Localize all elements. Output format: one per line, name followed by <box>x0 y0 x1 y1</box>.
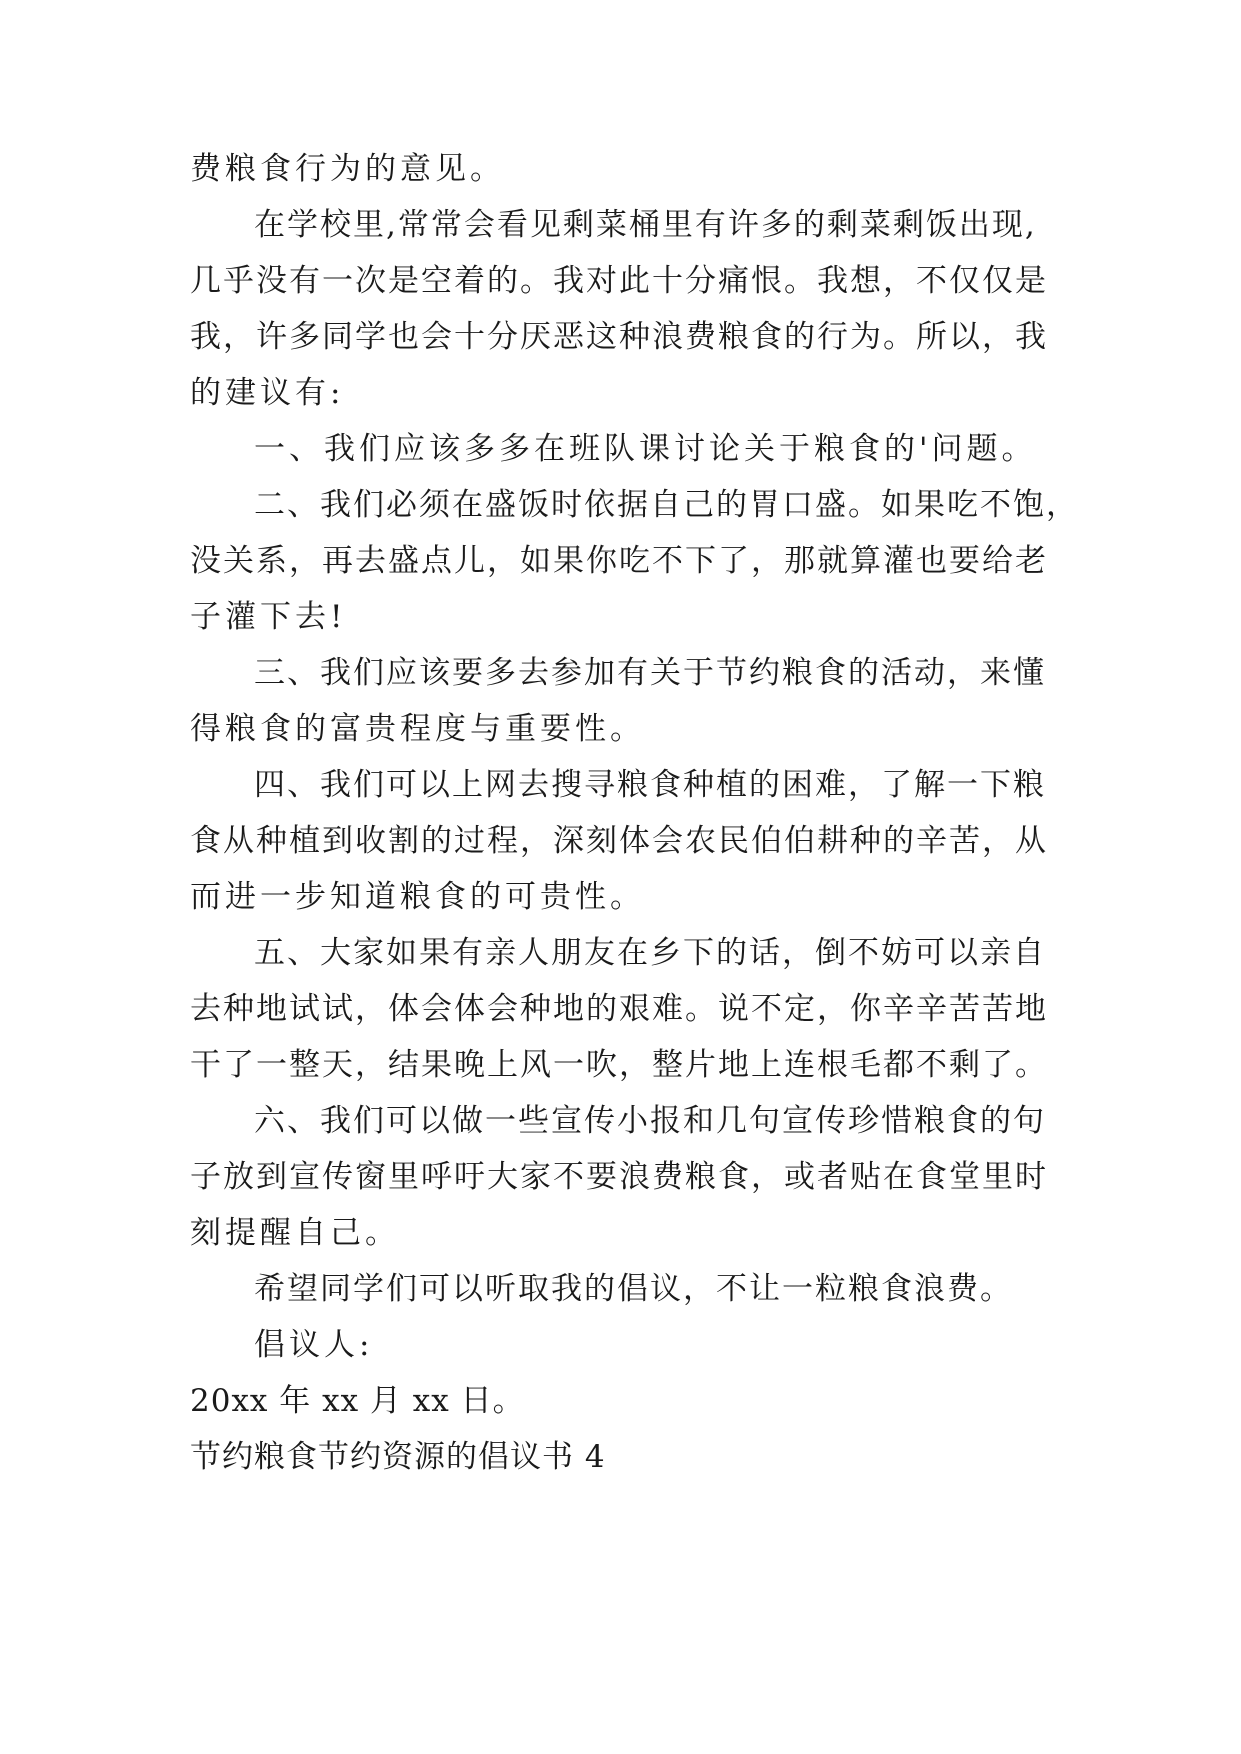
text-line: 而进一步知道粮食的可贵性。 <box>190 879 645 915</box>
text-line: 干了一整天，结果晚上风一吹，整片地上连根毛都不剩了。 <box>190 1047 1048 1083</box>
list-item-line: 六、我们可以做一些宣传小报和几句宣传珍惜粮食的句 <box>254 1103 1046 1139</box>
text-line: 没关系，再去盛点儿，如果你吃不下了，那就算灌也要给老 <box>190 543 1048 579</box>
list-item-line: 二、我们必须在盛饭时依据自己的胃口盛。如果吃不饱， <box>254 487 1079 523</box>
list-item-line: 三、我们应该要多去参加有关于节约粮食的活动，来懂 <box>254 655 1046 691</box>
text-line: 去种地试试，体会体会种地的艰难。说不定，你辛辛苦苦地 <box>190 991 1048 1027</box>
text-line: 几乎没有一次是空着的。我对此十分痛恨。我想，不仅仅是 <box>190 263 1048 299</box>
text-line: 子灌下去! <box>190 599 347 635</box>
section-heading: 节约粮食节约资源的倡议书 4 <box>190 1439 606 1475</box>
text-line: 子放到宣传窗里呼吁大家不要浪费粮食，或者贴在食堂里时 <box>190 1159 1048 1195</box>
list-item-line: 四、我们可以上网去搜寻粮食种植的困难，了解一下粮 <box>254 767 1046 803</box>
text-line: 的建议有: <box>190 375 345 411</box>
date-line: 20xx 年 xx 月 xx 日。 <box>190 1383 525 1419</box>
text-line: 得粮食的富贵程度与重要性。 <box>190 711 645 747</box>
text-line: 食从种植到收割的过程，深刻体会农民伯伯耕种的辛苦，从 <box>190 823 1048 859</box>
text-line: 费粮食行为的意见。 <box>190 151 505 187</box>
list-item-line: 一、我们应该多多在班队课讨论关于粮食的'问题。 <box>254 431 1037 467</box>
text-line: 我，许多同学也会十分厌恶这种浪费粮食的行为。所以，我 <box>190 319 1048 355</box>
list-item-line: 五、大家如果有亲人朋友在乡下的话，倒不妨可以亲自 <box>254 935 1046 971</box>
signer-label: 倡议人: <box>254 1327 374 1363</box>
text-line: 刻提醒自己。 <box>190 1215 400 1251</box>
paragraph-start-line: 在学校里,常常会看见剩菜桶里有许多的剩菜剩饭出现, <box>254 207 1037 243</box>
closing-line: 希望同学们可以听取我的倡议，不让一粒粮食浪费。 <box>254 1271 1013 1307</box>
